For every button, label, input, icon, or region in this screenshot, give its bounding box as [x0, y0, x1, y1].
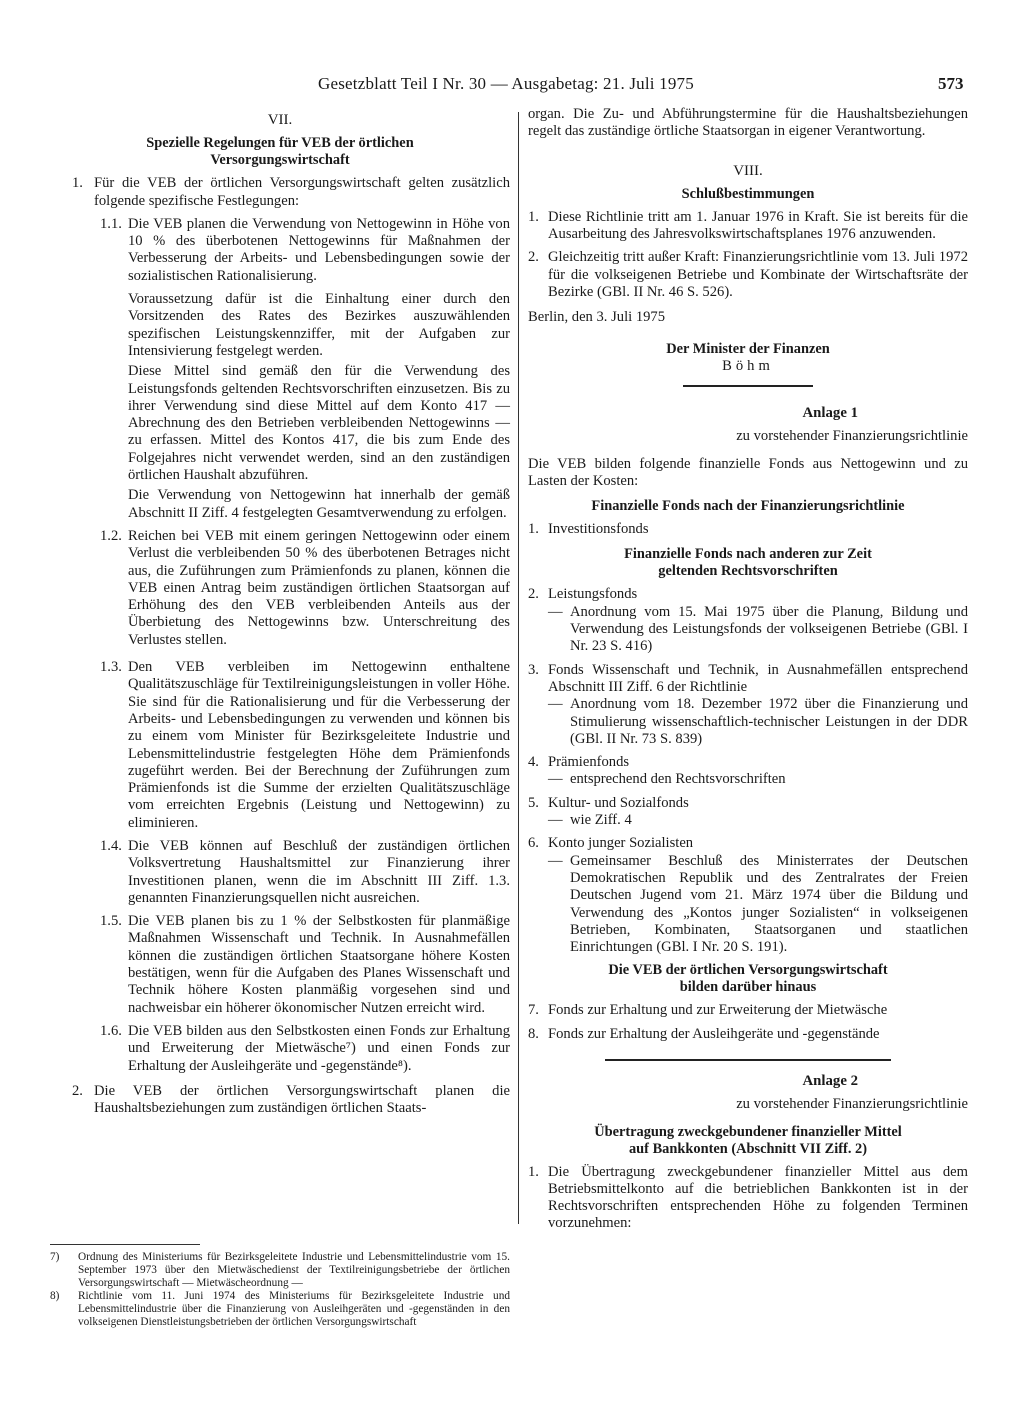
fonds-item-3 — [528, 662, 968, 697]
subparagraph-text: Die VEB planen die Verwendung von Nettogewinn in Höhe von 10 % des überbotenen Nettogewinns für Maßnahmen der Verbesserung der Arbeits- und Lebensbedingungen sowie der sozialistischen Rationalisierung. — [128, 215, 510, 284]
paragraph-2 — [50, 1083, 510, 1118]
subparagraph-1-1-continuation: Die Verwendung von Nettogewinn hat innerhalb der gemäß Abschnitt II Ziff. 4 festgelegten Gesamtverwendung zu erfolgen. — [128, 487, 510, 521]
minister-name: Böhm — [722, 357, 774, 374]
item-number: 5. — [528, 794, 539, 811]
subparagraph-text: Die VEB bilden aus den Selbstkosten einen Fonds zur Erhaltung und Erweiterung der Mietwäsche⁷) und einen Fonds zur Erhaltung der Ausleihgeräte und -gegenstände⁸). — [128, 1022, 510, 1074]
fonds-item-4 — [528, 754, 968, 771]
subparagraph-text: Die VEB können auf Beschluß der zuständigen örtlichen Volksvertretung Haushaltsmittel zur Finanzierung ihrer Investitionen planen, wenn die im Abschnitt III Ziff. 1.3. genannten Finanzierungsquellen nicht ausreichen. — [128, 837, 510, 906]
fonds-item-1 — [528, 521, 968, 538]
paragraph-number: 1. — [72, 175, 83, 192]
subparagraph-1-4 — [50, 838, 510, 907]
footnote-text: Ordnung des Ministeriums für Bezirksgeleitete Industrie und Lebensmittelindustrie vom 15. September 1973 über den Mietwäschedienst der Textilreinigungsbetriebe der örtlichen Versorgungswirtschaft — Mietwäscheordnung — — [78, 1251, 510, 1289]
item-text: Diese Richtlinie tritt am 1. Januar 1976 in Kraft. Sie ist bereits für die Ausarbeitung des Jahresvolkswirtschaftsplanes 1976 anzuwenden. — [548, 208, 968, 243]
fonds-item-2 — [528, 586, 968, 603]
item-number: 7. — [528, 1002, 539, 1019]
page-number: 573 — [938, 74, 964, 93]
fonds-item-3-detail: — Anordnung vom 18. Dezember 1972 über die Finanzierung und Stimulierung wissenschaftlich-technischer Leistungen in der DDR (GBl. II Nr. 73 S. 839) — [548, 696, 968, 747]
veb-heading-line1: Die VEB der örtlichen Versorgungswirtschaft — [608, 962, 888, 979]
footnote-number: 7) — [50, 1251, 60, 1263]
continuation-text: organ. Die Zu- und Abführungstermine für die Haushaltsbeziehungen regelt das zuständige örtliche Staatsorgan in eigener Verantwortung. — [528, 106, 968, 140]
subparagraph-1-2 — [50, 528, 510, 649]
item-number: 1. — [528, 208, 539, 225]
item-text: Fonds zur Erhaltung der Ausleihgeräte und -gegenstände — [548, 1025, 880, 1042]
right-column — [528, 106, 968, 1233]
minister-title: Der Minister der Finanzen — [666, 340, 830, 357]
subparagraph-1-1-continuation: Diese Mittel sind gemäß den für die Verwendung des Leistungsfonds geltenden Rechtsvorschriften einzusetzen. Bis zu ihrer Verwendung sind diese Mittel auf dem Konto 417 — Abrechnung des den Betrieben verbleibenden Nettogewinns — zu erfassen. Mittel des Kontos 417, die bis zum Ende des Folgejahres nicht verwendet werden, sind an den zuständigen örtlichen Haushalt abzuführen. — [128, 363, 510, 484]
fonds-item-6 — [528, 835, 968, 852]
section-heading-line2: Versorgungswirtschaft — [210, 152, 350, 169]
fonds-item-5-detail: — wie Ziff. 4 — [548, 812, 632, 829]
subparagraph-number: 1.2. — [100, 527, 122, 544]
section-heading-line1: Spezielle Regelungen für VEB der örtlichen — [146, 135, 414, 152]
fonds-item-2-detail: — Anordnung vom 15. Mai 1975 über die Planung, Bildung und Verwendung des Leistungsfonds der volkseigenen Betriebe (GBl. I Nr. 23 S. 416) — [548, 603, 968, 655]
signature-date: Berlin, den 3. Juli 1975 — [528, 309, 666, 326]
subparagraph-number: 1.3. — [100, 659, 122, 676]
fonds-item-8 — [528, 1026, 968, 1043]
footnote-8 — [50, 1290, 510, 1329]
subparagraph-text: Die VEB planen bis zu 1 % der Selbstkosten für planmäßige Maßnahmen Wissenschaft und Technik. In Ausnahmefällen können die zuständigen örtlichen Staatsorgane höhere Kosten bestätigen, wenn für die Aufgaben des Planes Wissenschaft und Technik höhere Kosten planmäßig vorgesehen sind und nachweisbar ein höherer ökonomischer Nutzen erreicht wird. — [128, 913, 510, 1016]
final-provision-1 — [528, 209, 968, 244]
subparagraph-number: 1.1. — [100, 215, 122, 232]
separator — [683, 385, 813, 387]
item-number: 1. — [528, 1163, 539, 1180]
fonds-item-4-detail: — entsprechend den Rechtsvorschriften — [548, 771, 786, 788]
section-number: VII. — [267, 112, 293, 128]
subparagraph-text: Reichen bei VEB mit einem geringen Nettogewinn oder einem Verlust die verbleibenden 50 % des überbotenen Betrages nicht aus, die Zuführungen zum Prämienfonds zu planen, können die VEB einen Antrag beim zuständigen örtlichen Staatsorgan auf Erhöhung des den VEB verbleibenden Anteils aus der Überbietung des Nettogewinns bzw. Unterschreitung des Verlustes stellen. — [128, 527, 510, 648]
item-number: 4. — [528, 754, 539, 771]
item-text: Kultur- und Sozialfonds — [548, 794, 689, 811]
final-provision-2 — [528, 249, 968, 301]
subparagraph-number: 1.4. — [100, 837, 122, 854]
fonds-item-7 — [528, 1002, 968, 1019]
paragraph-1 — [50, 175, 510, 210]
section-heading: Schlußbestimmungen — [681, 185, 815, 202]
subparagraph-text: Den VEB verbleiben im Nettogewinn enthaltene Qualitätszuschläge für Textilreinigungsleistungen in voller Höhe. Sie sind für die Rationalisierung und für die Verbesserung der Arbeits- und Lebensbedingungen zu verwenden und können bis zu einem vom Minister für Bezirksgeleitete Industrie und Lebensmittelindustrie festgelegten Höhe dem Prämienfonds zugeführt werden. Bei der Berechnung der Zuführungen zum Prämienfonds ist die Summe der erzielten Qualitätszuschläge vom erreichten Ergebnis (Leistung und Nettogewinn) zu eliminieren. — [128, 659, 510, 831]
item-text: Gleichzeitig tritt außer Kraft: Finanzierungsrichtlinie vom 13. Juli 1972 für die volkseigenen Betriebe und Kombinate der Wirtschaftsräte der Bezirke (GBl. II Nr. 46 S. 526). — [548, 249, 968, 301]
annex-1-title: Anlage 1 — [802, 404, 858, 421]
footnotes — [50, 1251, 510, 1329]
item-text: Fonds zur Erhaltung und zur Erweiterung der Mietwäsche — [548, 1002, 888, 1019]
annex-1-subtitle: zu vorstehender Finanzierungsrichtlinie — [736, 428, 968, 445]
item-number: 2. — [528, 586, 539, 603]
fonds-heading-2-line1: Finanzielle Fonds nach anderen zur Zeit — [624, 546, 872, 563]
subparagraph-number: 1.5. — [100, 913, 122, 930]
section-number: VIII. — [733, 162, 763, 179]
left-column — [50, 112, 510, 1117]
fonds-heading-1: Finanzielle Fonds nach der Finanzierungsrichtlinie — [591, 498, 905, 515]
column-divider — [518, 112, 519, 1224]
item-number: 3. — [528, 661, 539, 678]
item-text: Die Übertragung zweckgebundener finanzieller Mittel aus dem Betriebsmittelkonto auf die betrieblichen Bankkonten ist in der Rechtsvorschriften entsprechenden Höhe zu folgenden Terminen vorzunehmen: — [548, 1163, 968, 1232]
page-header — [0, 74, 1024, 98]
veb-heading-line2: bilden darüber hinaus — [679, 979, 817, 996]
item-number: 8. — [528, 1025, 539, 1042]
paragraph-text: Für die VEB der örtlichen Versorgungswirtschaft gelten zusätzlich folgende spezifische Festlegungen: — [94, 175, 510, 209]
transfer-item-1 — [528, 1164, 968, 1233]
item-number: 1. — [528, 521, 539, 538]
subparagraph-1-5 — [50, 913, 510, 1017]
paragraph-text: Die VEB der örtlichen Versorgungswirtschaft planen die Haushaltsbeziehungen zum zuständigen örtlichen Staats- — [94, 1082, 510, 1117]
annex-1-intro: Die VEB bilden folgende finanzielle Fonds aus Nettogewinn und zu Lasten der Kosten: — [528, 455, 968, 489]
fonds-item-5 — [528, 795, 968, 812]
item-number: 2. — [528, 249, 539, 266]
item-text: Investitionsfonds — [548, 521, 649, 538]
annex-2-subtitle: zu vorstehender Finanzierungsrichtlinie — [736, 1096, 968, 1113]
subparagraph-1-1-continuation: Voraussetzung dafür ist die Einhaltung einer durch den Vorsitzenden des Rates des Bezirkes auszuwählenden spezifischen Leistungskennziffer, mit der Aufgaben zur Intensivierung festgelegt werden. — [128, 291, 510, 359]
item-number: 6. — [528, 835, 539, 852]
annex-2-title: Anlage 2 — [802, 1072, 858, 1089]
fonds-heading-2-line2: geltenden Rechtsvorschriften — [658, 563, 838, 580]
paragraph-number: 2. — [72, 1082, 83, 1099]
footnote-rule — [50, 1244, 200, 1245]
subparagraph-number: 1.6. — [100, 1022, 122, 1039]
footnote-text: Richtlinie vom 11. Juni 1974 des Ministeriums für Bezirksgeleitete Industrie und Lebensmittelindustrie über die Finanzierung von Ausleihgeräten und -gegenständen in den volkseigenen Dienstleistungsbetrieben der örtlichen Versorgungswirtschaft — [78, 1290, 510, 1328]
footnote-number: 8) — [50, 1290, 60, 1302]
subparagraph-1-3 — [50, 659, 510, 832]
fonds-item-6-detail: — Gemeinsamer Beschluß des Ministerrates der Deutschen Demokratischen Republik und des Zentralrates der Freien Deutschen Jugend vom 21. März 1974 über die Bildung und Verwendung des „Kontos junger Sozialisten“ in volkseigenen Betrieben, Kombinaten, Staatsorganen und staatlichen Einrichtungen (GBl. I Nr. 20 S. 191). — [548, 852, 968, 956]
item-text: Fonds Wissenschaft und Technik, in Ausnahmefällen entsprechend Abschnitt III Ziff. 6 der Richtlinie — [548, 661, 968, 695]
separator — [605, 1059, 891, 1061]
gazette-title: Gesetzblatt Teil I Nr. 30 — Ausgabetag: 21. Juli 1975 — [318, 74, 694, 93]
subparagraph-1-6 — [50, 1023, 510, 1075]
transfer-heading-line1: Übertragung zweckgebundener finanzieller Mittel — [594, 1123, 902, 1140]
transfer-heading-line2: auf Bankkonten (Abschnitt VII Ziff. 2) — [628, 1140, 868, 1157]
item-text: Konto junger Sozialisten — [548, 835, 694, 852]
item-text: Prämienfonds — [548, 754, 630, 771]
subparagraph-1-1 — [50, 216, 510, 285]
footnote-7 — [50, 1251, 510, 1290]
item-text: Leistungsfonds — [548, 586, 638, 603]
